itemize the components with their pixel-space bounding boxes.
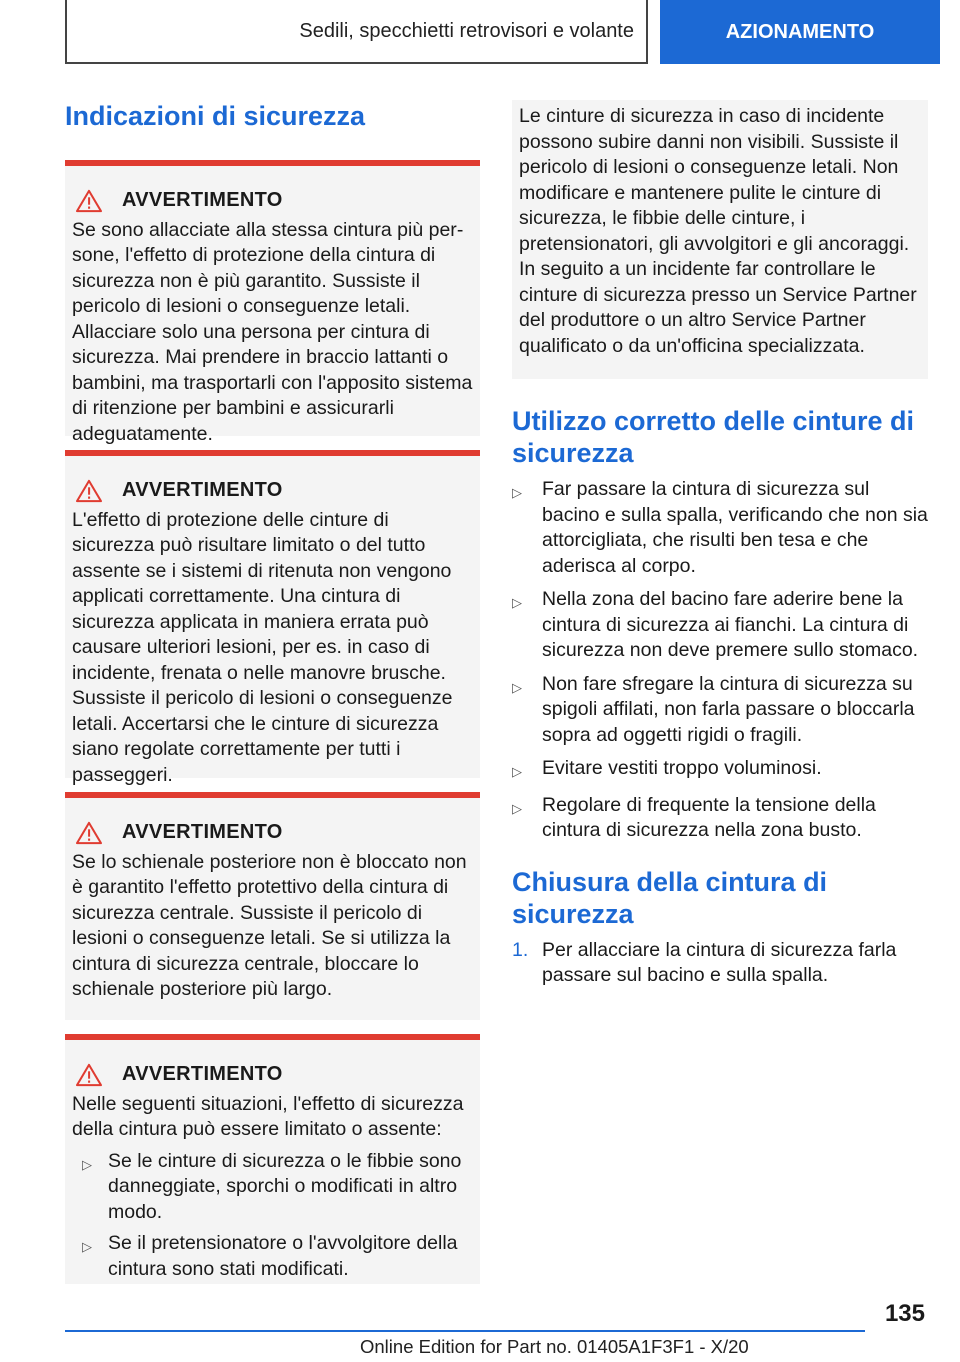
triangle-bullet-icon: ▷	[512, 679, 522, 695]
warning-icon	[74, 479, 104, 503]
triangle-bullet-icon: ▷	[512, 485, 522, 500]
warning-icon	[74, 189, 104, 213]
triangle-bullet-icon: ▷	[82, 1156, 92, 1172]
list-item	[72, 1231, 474, 1282]
page-number: 135	[884, 1300, 925, 1327]
chapter-tab[interactable]	[660, 0, 940, 64]
triangle-bullet-icon: ▷	[512, 800, 522, 816]
section-heading: Chiusura della cintura di sicurezza	[512, 866, 828, 929]
warning-title: AVVERTIMENTO	[122, 1063, 283, 1085]
section-title: Sedili, specchietti retrovisori e volante	[299, 19, 634, 42]
list-item	[512, 587, 928, 664]
list-item-text: Regolare di frequente la tensione della cintura di sicurezza nella zona busto.	[542, 793, 876, 841]
edition-label: Online Edition for Part no. 01405A1F3F1 - X/20	[360, 1336, 749, 1357]
chapter-label: AZIONAMENTO	[725, 20, 875, 43]
section-heading: Utilizzo corretto delle cinture di sicurezza	[512, 406, 915, 468]
warning-text: Nelle seguenti situazioni, l'effetto di sicurezza della cintura può essere limitato o assente:	[72, 1092, 464, 1140]
warning-text: L'effetto di protezione delle cinture di sicurezza può risultare limitato o del tutto assente se i sistemi di ritenuta non vengono applicati correttamente. Una cintura di sicurezza applicata in maniera errata può causare ulteriori lesioni, per es. in caso di incidente, frenata o nelle manovre brusche. Sussiste il pericolo di lesioni o conseguenze letali. Accertarsi che le cinture di sicurezza siano regolate correttamente per tutti i passeggeri.	[72, 508, 453, 786]
list-item	[512, 756, 928, 785]
footer-divider	[65, 1330, 865, 1332]
list-item	[72, 1149, 474, 1226]
step-item	[512, 938, 928, 989]
triangle-bullet-icon: ▷	[82, 1239, 92, 1254]
warning-title: AVVERTIMENTO	[122, 189, 283, 211]
warning-box	[65, 450, 480, 786]
triangle-bullet-icon: ▷	[512, 595, 522, 610]
list-item-text: Se le cinture di sicurezza o le fibbie sono danneggiate, sporchi o modificati in altro modo.	[108, 1149, 462, 1223]
warning-title: AVVERTIMENTO	[122, 821, 283, 843]
list-item-text: Nella zona del bacino fare aderire bene la cintura di sicurezza ai fianchi. La cintura di sicurezza non deve premere sullo stomaco.	[542, 588, 919, 661]
right-column	[512, 100, 928, 989]
list-item	[512, 477, 928, 579]
warning-title: AVVERTIMENTO	[122, 479, 283, 501]
section-heading: Indicazioni di sicurezza	[65, 101, 366, 131]
step-number: 1.	[512, 938, 529, 961]
warning-box	[65, 792, 480, 1020]
header-section-title	[65, 0, 648, 64]
warning-text: Se lo schienale posteriore non è bloccato non è garantito l'effetto protettivo della cintura di sicurezza centrale. Sussiste il pericolo di lesioni o conseguenze letali. Se si utilizza la cintura di sicurezza centrale, bloccare lo schienale posteriore più largo.	[72, 850, 467, 1000]
warning-text: Se sono allacciate alla stessa cintura più persone, l'effetto di protezione della cintura di sicurezza non è più garantito. Sussiste il pericolo di lesioni o conseguenze letali. Allacciare solo una persona per cintura di sicurezza. Mai prendere in braccio lattanti o bambini, ma trasportarli con l'apposito sistema di ritenzione per bambini e assicurarli adeguatamente.	[72, 218, 473, 445]
list-item-text: Evitare vestiti troppo voluminosi.	[542, 757, 822, 779]
usage-list	[512, 477, 928, 844]
left-column	[65, 100, 480, 1284]
list-item-text: Se il pretensionatore o l'avvolgitore della cintura sono stati modificati.	[108, 1232, 458, 1280]
list-item-text: Non fare sfregare la cintura di sicurezza su spigoli affilati, non farla passare o bloccarla sopra ad oggetti rigidi o fragili.	[542, 672, 915, 746]
list-item	[512, 793, 928, 844]
list-item	[512, 672, 928, 749]
warning-icon	[74, 821, 104, 845]
warning-icon	[74, 1063, 104, 1087]
continued-text: Le cinture di sicurezza in caso di incidente possono subire danni non visibili. Sussiste il pericolo di lesioni o conseguenze letali. Non modificare e mantenere pulite le cinture di sicurezza, le fibbie delle cinture, i pretensionatori, gli avvolgitori e gli ancoraggi. In seguito a un incidente far controllare le cinture di sicurezza presso un Service Partner del produttore o un altro Service Partner qualificato o da un'officina specializzata.	[519, 105, 917, 357]
warning-box	[65, 1034, 480, 1284]
steps-list	[512, 938, 928, 989]
list-item-text: Far passare la cintura di sicurezza sul bacino e sulla spalla, verificando che non sia attorcigliata, che risulti ben tesa e che aderisca al corpo.	[542, 478, 928, 577]
triangle-bullet-icon: ▷	[512, 764, 522, 779]
continued-warning-box	[512, 100, 928, 379]
warning-box	[65, 160, 480, 445]
step-text: Per allacciare la cintura di sicurezza farla passare sul bacino e sulla spalla.	[542, 938, 897, 986]
